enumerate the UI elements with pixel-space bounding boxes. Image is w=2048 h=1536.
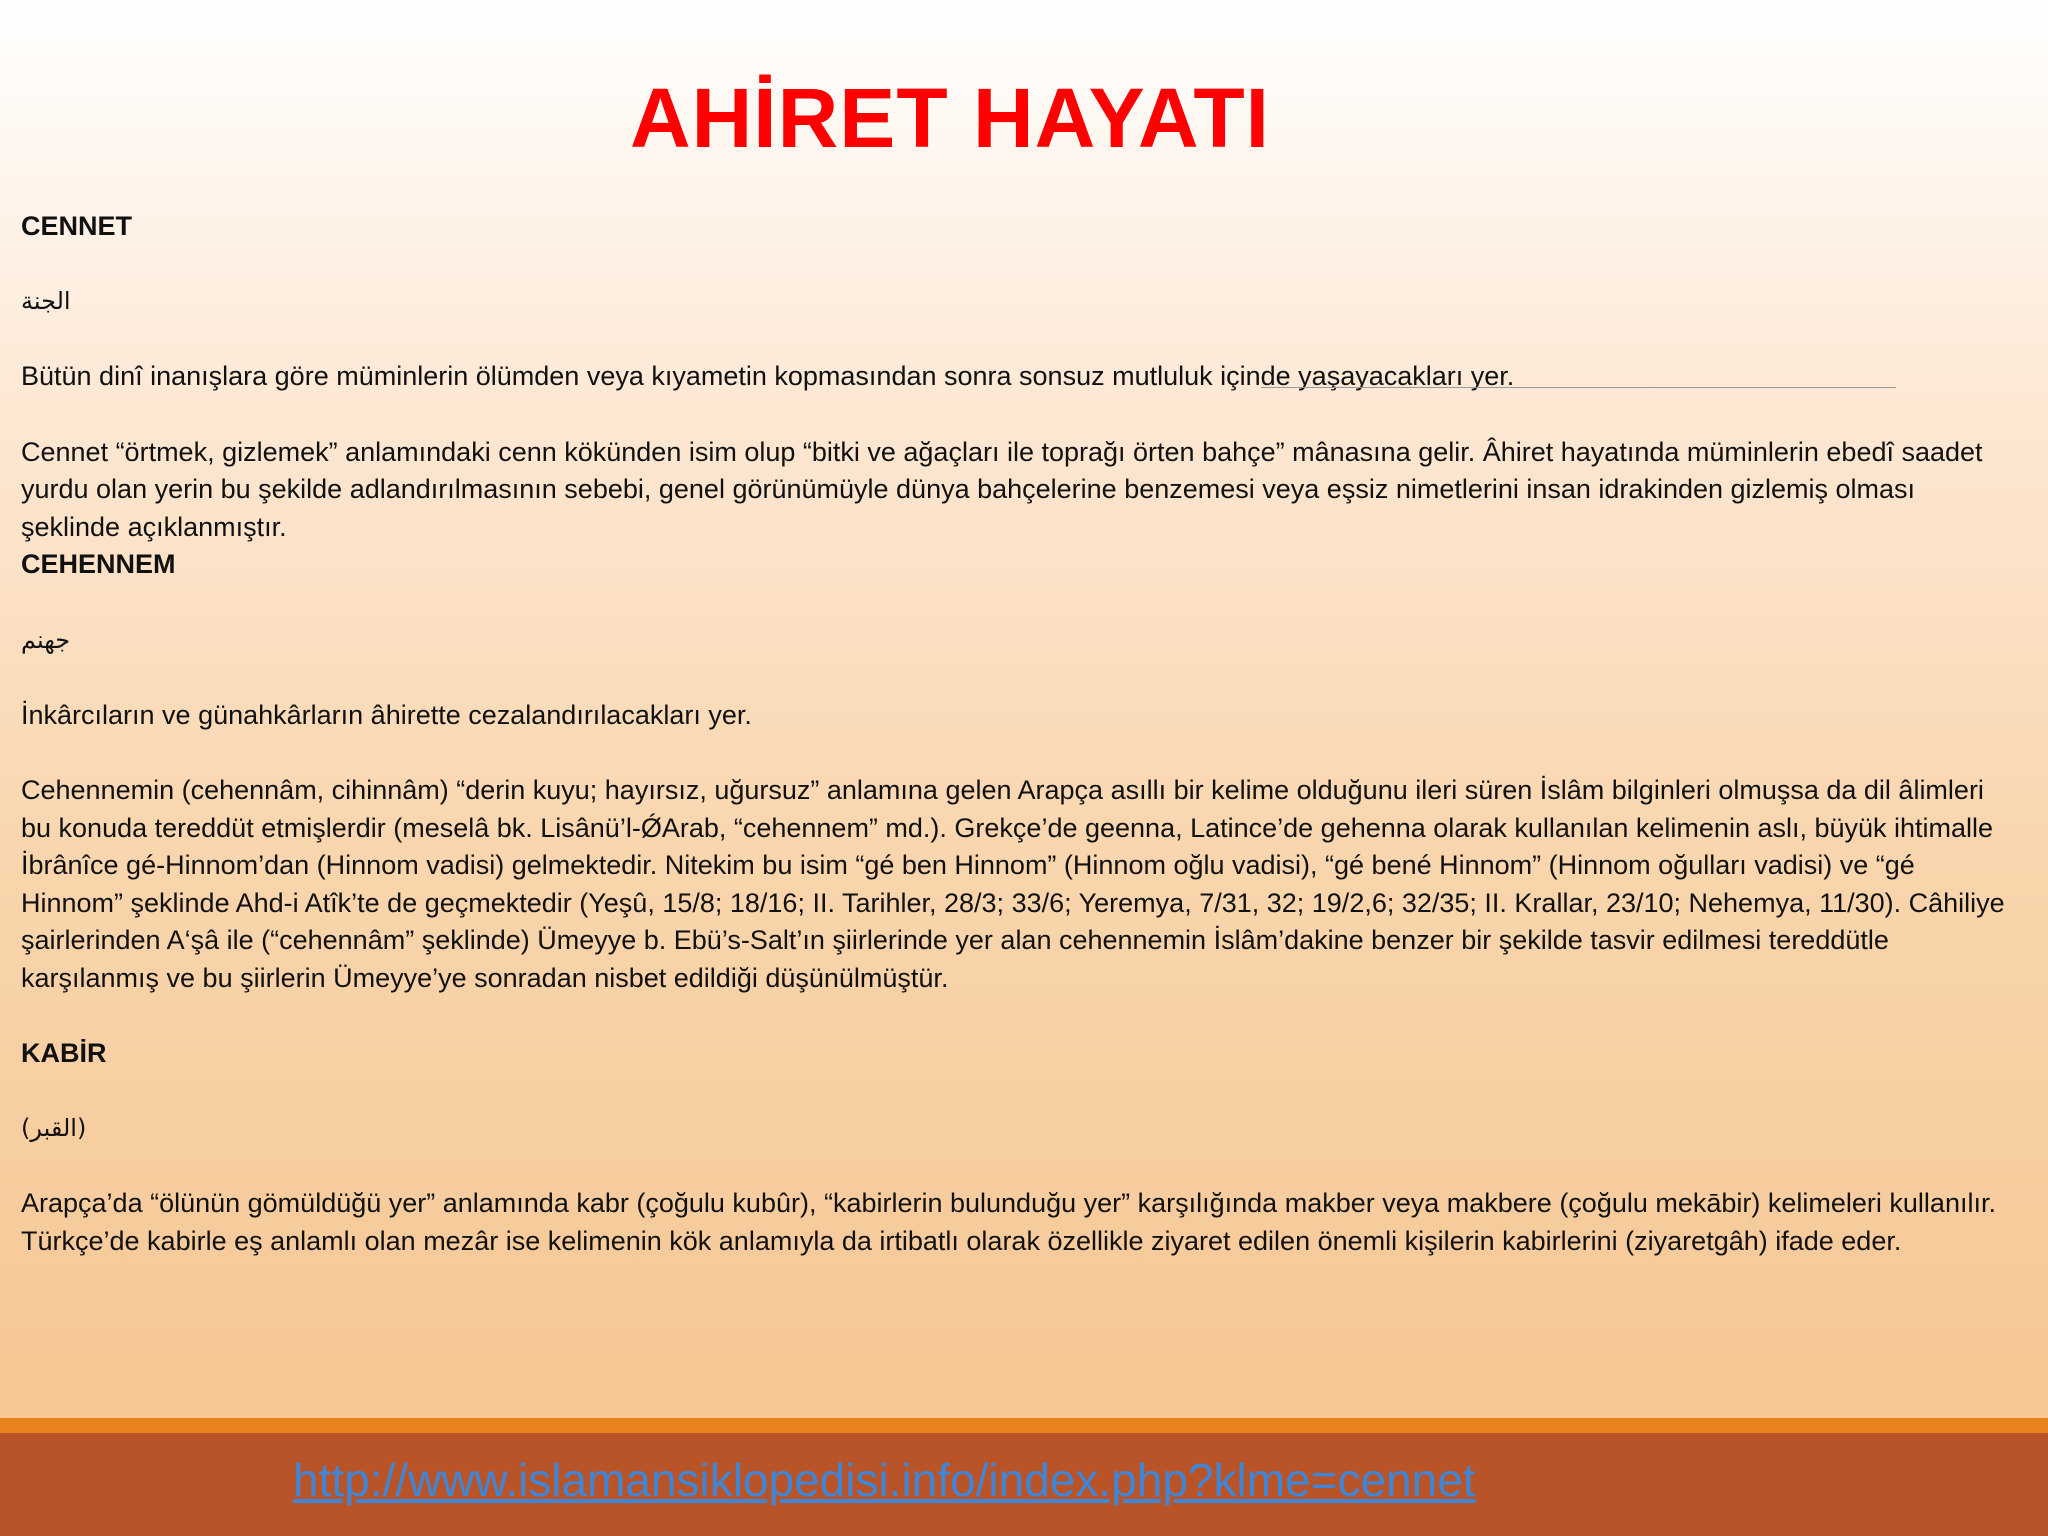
cehennem-heading: CEHENNEM: [21, 549, 176, 580]
kabir-section: [21, 1035, 2011, 1261]
cehennem-description: Cehennemin (cehennâm, cihinnâm) “derin kuyu; hayırsız, uğursuz” anlamına gelen Arapça asıllı bir kelime olduğunu ileri süren İslâm bilginleri olmuşsa da dil âlimleri bu konuda tereddüt etmişlerdir (meselâ bk. Lisânü’l-ǾArab, “cehennem” md.). Grekçe’de geenna, Latince’de gehenna olarak kullanılan kelimenin aslı, büyük ihtimalle İbrânîce gé-Hinnom’dan (Hinnom vadisi) gelmektedir. Nitekim bu isim “gé ben Hinnom” (Hinnom oğlu vadisi), “gé bené Hinnom” (Hinnom oğulları vadisi) ve “gé Hinnom” şeklinde Ahd-i Atîk’te de geçmektedir (Yeşû, 15/8; 18/16; II. Tarihler, 28/3; 33/6; Yeremya, 7/31, 32; 19/2,6; 32/35; II. Krallar, 23/10; Nehemya, 11/30). Câhiliye şairlerinden A‘şâ ile (“cehennâm” şeklinde) Ümeyye b. Ebü’s-Salt’ın şiirlerinde yer alan cehennemin İslâm’dakine benzer bir şekilde tasvir edilmesi tereddütle karşılanmış ve bu şiirlerin Ümeyye’ye sonradan nisbet edildiği düşünülmüştür.: [21, 774, 2005, 993]
cennet-heading: CENNET: [21, 211, 133, 241]
cennet-description: Cennet “örtmek, gizlemek” anlamındaki cenn kökünden isim olup “bitki ve ağaçları ile toprağı örten bahçe” mânasına gelir. Âhiret hayatında müminlerin ebedî saadet yurdu olan yerin bu şekilde adlandırılmasının sebebi, genel görünümüyle dünya bahçelerine benzemesi veya eşsiz nimetlerini insan idrakinden gizlemiş olması şeklinde açıklanmıştır.: [21, 436, 1983, 542]
slide-content: [21, 208, 2011, 1261]
cennet-definition: Bütün dinî inanışlara göre müminlerin ölümden veya kıyametin kopmasından sonra sonsuz mutluluk içinde yaşayacakları yer.: [21, 361, 1515, 392]
kabir-heading: KABİR: [21, 1038, 107, 1069]
footer-accent-strip: [0, 1418, 2048, 1433]
cehennem-arabic-term: جهنم: [21, 625, 71, 654]
cennet-arabic-term: الجنة: [21, 287, 71, 316]
cehennem-definition: İnkârcıların ve günahkârların âhirette cezalandırılacakları yer.: [21, 699, 752, 730]
source-link[interactable]: http://www.islamansiklopedisi.info/index.php?klme=cennet: [293, 1454, 1476, 1506]
slide-title: AHİRET HAYATI: [629, 71, 1270, 165]
kabir-description: Arapça’da “ölünün gömüldüğü yer” anlamında kabr (çoğulu kubûr), “kabirlerin bulunduğu yer” karşılığında makber veya makbere (çoğulu mekābir) kelimeleri kullanılır. Türkçe’de kabirle eş anlamlı olan mezâr ise kelimenin kök anlamıyla da irtibatlı olarak özellikle ziyaret edilen önemli kişilerin kabirlerini (ziyaretgâh) ifade eder.: [21, 1188, 1996, 1257]
kabir-arabic-term: (القبر): [21, 1114, 87, 1143]
cehennem-section: [21, 546, 2011, 997]
cennet-section: [21, 208, 2011, 546]
divider-line: [1261, 387, 1896, 388]
